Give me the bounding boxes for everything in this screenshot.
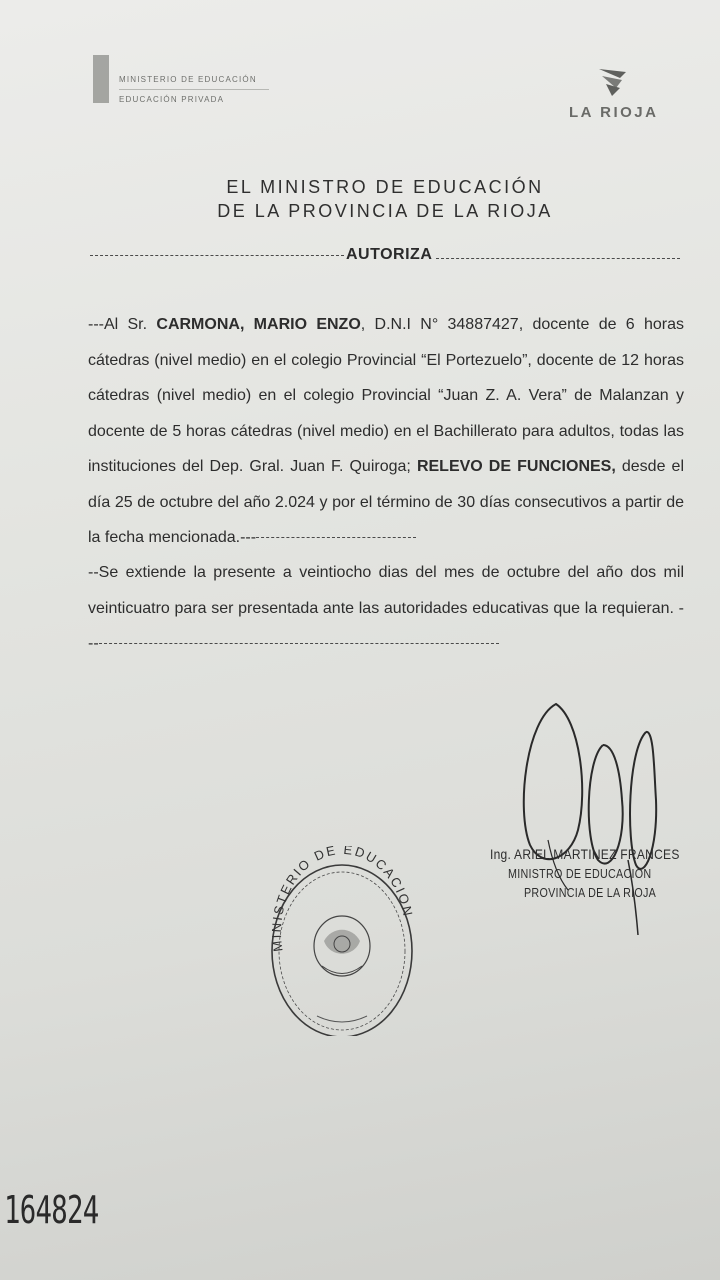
paragraph-body: , D.N.I N° 34887427, docente de 6 horas cátedras (nivel medio) en el colegio Provincial “El Portezuelo”, docente de 12 horas cátedras (nivel medio) en el colegio Provincial “Juan Z. A. Vera” de Malanzan y docente de 5 horas cátedras (nivel medio) en el Bachillerato para adultos, todas las instituciones del Dep. Gral. Juan F. Quiroga; <box>88 316 685 475</box>
signatory-role: MINISTRO DE EDUCACION <box>508 867 652 881</box>
trailing-dashes-2 <box>99 643 499 644</box>
la-rioja-emblem-icon <box>596 66 630 100</box>
header-rule <box>119 89 269 90</box>
dash-left <box>90 255 344 256</box>
official-seal <box>262 846 422 1036</box>
issuance-text: --Se extiende la presente a veintiocho dias del mes de octubre del año dos mil veinticuatro para ser presentada ante las autoridades educativas que la requieran. --- <box>88 564 684 652</box>
document-number: 164824 <box>4 1188 99 1232</box>
la-rioja-logo <box>568 62 668 132</box>
paragraph-end: desde el día 25 de octubre del año 2.024 y por el término de 30 días consecutivos a partir de la fecha mencionada.--- <box>88 458 685 546</box>
ministry-line: MINISTERIO DE EDUCACIÓN <box>119 75 257 84</box>
autoriza-heading <box>90 246 680 266</box>
authorization-paragraph <box>88 307 684 556</box>
issuance-paragraph <box>88 555 684 662</box>
header-bar-mark <box>93 55 109 103</box>
ministry-subline: EDUCACIÓN PRIVADA <box>119 95 225 104</box>
title-line-2: DE LA PROVINCIA DE LA RIOJA <box>217 201 553 221</box>
relevo-de-funciones: RELEVO DE FUNCIONES, <box>416 458 616 475</box>
paragraph-prefix: ---Al Sr. <box>88 316 157 333</box>
autoriza-label: AUTORIZA <box>346 246 433 263</box>
signatory-name: Ing. ARIEL MARTINEZ FRANCES <box>490 846 680 862</box>
signatory-province: PROVINCIA DE LA RIOJA <box>524 886 657 900</box>
person-name: CARMONA, MARIO ENZO <box>156 316 361 333</box>
dash-right <box>436 258 680 259</box>
seal-text: MINISTERIO DE EDUCACION <box>268 846 416 953</box>
la-rioja-wordmark: LA RIOJA <box>569 104 659 121</box>
title-line-1: EL MINISTRO DE EDUCACIÓN <box>226 177 544 197</box>
ministry-header-logo <box>93 55 303 105</box>
trailing-dashes <box>256 537 416 538</box>
handwritten-signature <box>508 690 688 940</box>
